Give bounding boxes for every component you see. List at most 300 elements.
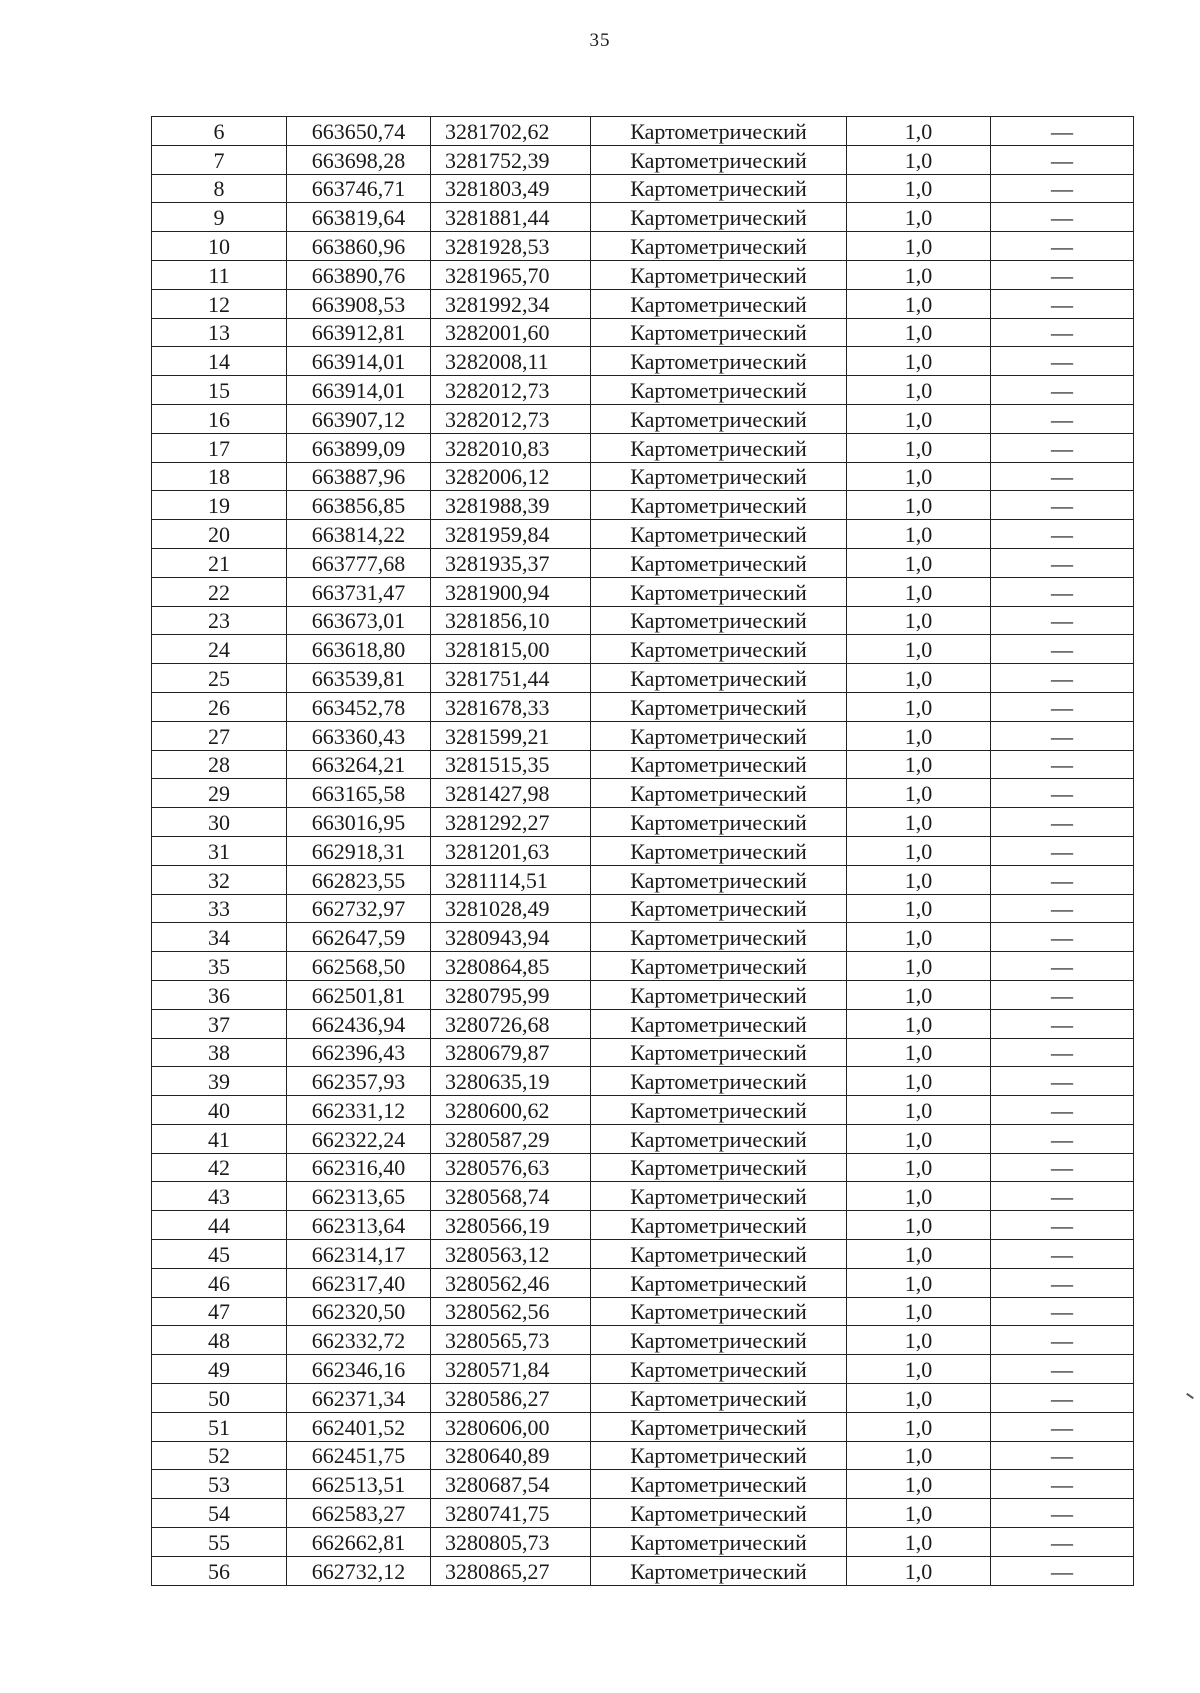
method-cell: Картометрический	[591, 1124, 847, 1153]
table-row	[152, 1297, 1134, 1326]
y-coordinate-cell: 3281678,33	[431, 692, 591, 721]
point-number-cell: 43	[152, 1182, 287, 1211]
accuracy-cell: 1,0	[847, 1182, 991, 1211]
accuracy-cell: 1,0	[847, 1470, 991, 1499]
x-coordinate-cell: 662314,17	[287, 1240, 431, 1269]
x-coordinate-cell: 663856,85	[287, 491, 431, 520]
point-number-cell: 18	[152, 462, 287, 491]
y-coordinate-cell: 3280635,19	[431, 1067, 591, 1096]
method-cell: Картометрический	[591, 289, 847, 318]
accuracy-cell: 1,0	[847, 1067, 991, 1096]
accuracy-cell: 1,0	[847, 692, 991, 721]
table-row	[152, 318, 1134, 347]
note-cell: —	[991, 635, 1134, 664]
note-cell: —	[991, 779, 1134, 808]
note-cell: —	[991, 232, 1134, 261]
accuracy-cell: 1,0	[847, 635, 991, 664]
point-number-cell: 52	[152, 1441, 287, 1470]
note-cell: —	[991, 1556, 1134, 1585]
y-coordinate-cell: 3280587,29	[431, 1124, 591, 1153]
x-coordinate-cell: 662823,55	[287, 865, 431, 894]
method-cell: Картометрический	[591, 1240, 847, 1269]
table-row	[152, 117, 1134, 146]
point-number-cell: 17	[152, 433, 287, 462]
accuracy-cell: 1,0	[847, 1211, 991, 1240]
x-coordinate-cell: 662501,81	[287, 980, 431, 1009]
table-row	[152, 1355, 1134, 1384]
table-row	[152, 548, 1134, 577]
method-cell: Картометрический	[591, 548, 847, 577]
method-cell: Картометрический	[591, 376, 847, 405]
table-row	[152, 289, 1134, 318]
point-number-cell: 31	[152, 836, 287, 865]
y-coordinate-cell: 3280864,85	[431, 952, 591, 981]
table-row	[152, 491, 1134, 520]
x-coordinate-cell: 662732,97	[287, 894, 431, 923]
table-row	[152, 664, 1134, 693]
point-number-cell: 33	[152, 894, 287, 923]
point-number-cell: 56	[152, 1556, 287, 1585]
accuracy-cell: 1,0	[847, 318, 991, 347]
x-coordinate-cell: 663016,95	[287, 808, 431, 837]
point-number-cell: 15	[152, 376, 287, 405]
table-row	[152, 1556, 1134, 1585]
y-coordinate-cell: 3281965,70	[431, 260, 591, 289]
accuracy-cell: 1,0	[847, 1297, 991, 1326]
table-row	[152, 1528, 1134, 1557]
y-coordinate-cell: 3280586,27	[431, 1384, 591, 1413]
method-cell: Картометрический	[591, 1384, 847, 1413]
note-cell: —	[991, 404, 1134, 433]
x-coordinate-cell: 663618,80	[287, 635, 431, 664]
x-coordinate-cell: 662320,50	[287, 1297, 431, 1326]
method-cell: Картометрический	[591, 1067, 847, 1096]
table-row	[152, 692, 1134, 721]
y-coordinate-cell: 3280726,68	[431, 1009, 591, 1038]
table-row	[152, 376, 1134, 405]
y-coordinate-cell: 3281028,49	[431, 894, 591, 923]
accuracy-cell: 1,0	[847, 980, 991, 1009]
note-cell: —	[991, 376, 1134, 405]
y-coordinate-cell: 3280565,73	[431, 1326, 591, 1355]
accuracy-cell: 1,0	[847, 1153, 991, 1182]
accuracy-cell: 1,0	[847, 664, 991, 693]
table-row	[152, 980, 1134, 1009]
note-cell: —	[991, 520, 1134, 549]
accuracy-cell: 1,0	[847, 1009, 991, 1038]
method-cell: Картометрический	[591, 664, 847, 693]
accuracy-cell: 1,0	[847, 894, 991, 923]
accuracy-cell: 1,0	[847, 923, 991, 952]
y-coordinate-cell: 3282006,12	[431, 462, 591, 491]
y-coordinate-cell: 3280568,74	[431, 1182, 591, 1211]
point-number-cell: 23	[152, 606, 287, 635]
point-number-cell: 44	[152, 1211, 287, 1240]
y-coordinate-cell: 3281752,39	[431, 145, 591, 174]
x-coordinate-cell: 663860,96	[287, 232, 431, 261]
point-number-cell: 13	[152, 318, 287, 347]
method-cell: Картометрический	[591, 1528, 847, 1557]
point-number-cell: 42	[152, 1153, 287, 1182]
accuracy-cell: 1,0	[847, 548, 991, 577]
accuracy-cell: 1,0	[847, 347, 991, 376]
accuracy-cell: 1,0	[847, 404, 991, 433]
x-coordinate-cell: 663912,81	[287, 318, 431, 347]
accuracy-cell: 1,0	[847, 1124, 991, 1153]
note-cell: —	[991, 462, 1134, 491]
table-row	[152, 1211, 1134, 1240]
accuracy-cell: 1,0	[847, 1268, 991, 1297]
y-coordinate-cell: 3282010,83	[431, 433, 591, 462]
y-coordinate-cell: 3281856,10	[431, 606, 591, 635]
note-cell: —	[991, 808, 1134, 837]
accuracy-cell: 1,0	[847, 808, 991, 837]
point-number-cell: 6	[152, 117, 287, 146]
note-cell: —	[991, 289, 1134, 318]
y-coordinate-cell: 3280805,73	[431, 1528, 591, 1557]
x-coordinate-cell: 662918,31	[287, 836, 431, 865]
note-cell: —	[991, 1182, 1134, 1211]
note-cell: —	[991, 1067, 1134, 1096]
table-row	[152, 1268, 1134, 1297]
accuracy-cell: 1,0	[847, 952, 991, 981]
y-coordinate-cell: 3281815,00	[431, 635, 591, 664]
note-cell: —	[991, 836, 1134, 865]
point-number-cell: 54	[152, 1499, 287, 1528]
point-number-cell: 45	[152, 1240, 287, 1269]
point-number-cell: 25	[152, 664, 287, 693]
y-coordinate-cell: 3281881,44	[431, 203, 591, 232]
method-cell: Картометрический	[591, 1096, 847, 1125]
y-coordinate-cell: 3280606,00	[431, 1412, 591, 1441]
accuracy-cell: 1,0	[847, 145, 991, 174]
point-number-cell: 20	[152, 520, 287, 549]
accuracy-cell: 1,0	[847, 1326, 991, 1355]
note-cell: —	[991, 433, 1134, 462]
accuracy-cell: 1,0	[847, 260, 991, 289]
y-coordinate-cell: 3281292,27	[431, 808, 591, 837]
table-row	[152, 1096, 1134, 1125]
point-number-cell: 50	[152, 1384, 287, 1413]
table-row	[152, 894, 1134, 923]
table-row	[152, 865, 1134, 894]
x-coordinate-cell: 663890,76	[287, 260, 431, 289]
accuracy-cell: 1,0	[847, 1038, 991, 1067]
table-row	[152, 145, 1134, 174]
point-number-cell: 21	[152, 548, 287, 577]
method-cell: Картометрический	[591, 1211, 847, 1240]
note-cell: —	[991, 1412, 1134, 1441]
table-row	[152, 1412, 1134, 1441]
x-coordinate-cell: 663264,21	[287, 750, 431, 779]
note-cell: —	[991, 692, 1134, 721]
x-coordinate-cell: 663887,96	[287, 462, 431, 491]
page-number: 35	[589, 30, 611, 51]
x-coordinate-cell: 663731,47	[287, 577, 431, 606]
y-coordinate-cell: 3280943,94	[431, 923, 591, 952]
accuracy-cell: 1,0	[847, 491, 991, 520]
accuracy-cell: 1,0	[847, 1528, 991, 1557]
method-cell: Картометрический	[591, 145, 847, 174]
point-number-cell: 46	[152, 1268, 287, 1297]
x-coordinate-cell: 662313,65	[287, 1182, 431, 1211]
table-row	[152, 1470, 1134, 1499]
method-cell: Картометрический	[591, 203, 847, 232]
note-cell: —	[991, 606, 1134, 635]
table-row	[152, 836, 1134, 865]
method-cell: Картометрический	[591, 1038, 847, 1067]
method-cell: Картометрический	[591, 721, 847, 750]
x-coordinate-cell: 663819,64	[287, 203, 431, 232]
method-cell: Картометрический	[591, 520, 847, 549]
point-number-cell: 35	[152, 952, 287, 981]
x-coordinate-cell: 663673,01	[287, 606, 431, 635]
coordinates-table-body	[152, 117, 1134, 1586]
point-number-cell: 38	[152, 1038, 287, 1067]
y-coordinate-cell: 3281988,39	[431, 491, 591, 520]
point-number-cell: 49	[152, 1355, 287, 1384]
method-cell: Картометрический	[591, 1009, 847, 1038]
method-cell: Картометрический	[591, 1297, 847, 1326]
x-coordinate-cell: 662662,81	[287, 1528, 431, 1557]
point-number-cell: 34	[152, 923, 287, 952]
method-cell: Картометрический	[591, 865, 847, 894]
accuracy-cell: 1,0	[847, 1412, 991, 1441]
note-cell: —	[991, 1038, 1134, 1067]
point-number-cell: 16	[152, 404, 287, 433]
accuracy-cell: 1,0	[847, 232, 991, 261]
x-coordinate-cell: 663814,22	[287, 520, 431, 549]
note-cell: —	[991, 1009, 1134, 1038]
note-cell: —	[991, 952, 1134, 981]
y-coordinate-cell: 3281427,98	[431, 779, 591, 808]
table-row	[152, 174, 1134, 203]
method-cell: Картометрический	[591, 836, 847, 865]
x-coordinate-cell: 662357,93	[287, 1067, 431, 1096]
point-number-cell: 51	[152, 1412, 287, 1441]
table-row	[152, 1153, 1134, 1182]
table-row	[152, 952, 1134, 981]
method-cell: Картометрический	[591, 462, 847, 491]
table-row	[152, 1124, 1134, 1153]
note-cell: —	[991, 174, 1134, 203]
x-coordinate-cell: 663777,68	[287, 548, 431, 577]
note-cell: —	[991, 260, 1134, 289]
y-coordinate-cell: 3280562,46	[431, 1268, 591, 1297]
point-number-cell: 26	[152, 692, 287, 721]
note-cell: —	[991, 721, 1134, 750]
method-cell: Картометрический	[591, 347, 847, 376]
method-cell: Картометрический	[591, 980, 847, 1009]
accuracy-cell: 1,0	[847, 1384, 991, 1413]
accuracy-cell: 1,0	[847, 1556, 991, 1585]
y-coordinate-cell: 3281751,44	[431, 664, 591, 693]
x-coordinate-cell: 663698,28	[287, 145, 431, 174]
method-cell: Картометрический	[591, 808, 847, 837]
table-row	[152, 577, 1134, 606]
method-cell: Картометрический	[591, 1470, 847, 1499]
point-number-cell: 55	[152, 1528, 287, 1557]
note-cell: —	[991, 1124, 1134, 1153]
point-number-cell: 10	[152, 232, 287, 261]
table-row	[152, 260, 1134, 289]
y-coordinate-cell: 3280562,56	[431, 1297, 591, 1326]
y-coordinate-cell: 3281702,62	[431, 117, 591, 146]
x-coordinate-cell: 662583,27	[287, 1499, 431, 1528]
y-coordinate-cell: 3281599,21	[431, 721, 591, 750]
point-number-cell: 22	[152, 577, 287, 606]
accuracy-cell: 1,0	[847, 779, 991, 808]
accuracy-cell: 1,0	[847, 289, 991, 318]
point-number-cell: 32	[152, 865, 287, 894]
method-cell: Картометрический	[591, 692, 847, 721]
note-cell: —	[991, 347, 1134, 376]
table-row	[152, 1009, 1134, 1038]
y-coordinate-cell: 3281928,53	[431, 232, 591, 261]
accuracy-cell: 1,0	[847, 1355, 991, 1384]
method-cell: Картометрический	[591, 117, 847, 146]
note-cell: —	[991, 894, 1134, 923]
accuracy-cell: 1,0	[847, 1096, 991, 1125]
table-row	[152, 1441, 1134, 1470]
point-number-cell: 19	[152, 491, 287, 520]
x-coordinate-cell: 662396,43	[287, 1038, 431, 1067]
accuracy-cell: 1,0	[847, 433, 991, 462]
point-number-cell: 39	[152, 1067, 287, 1096]
y-coordinate-cell: 3280687,54	[431, 1470, 591, 1499]
x-coordinate-cell: 662371,34	[287, 1384, 431, 1413]
x-coordinate-cell: 663650,74	[287, 117, 431, 146]
note-cell: —	[991, 1240, 1134, 1269]
table-row	[152, 520, 1134, 549]
table-row	[152, 404, 1134, 433]
table-row	[152, 1240, 1134, 1269]
method-cell: Картометрический	[591, 318, 847, 347]
table-row	[152, 203, 1134, 232]
point-number-cell: 29	[152, 779, 287, 808]
method-cell: Картометрический	[591, 232, 847, 261]
table-row	[152, 750, 1134, 779]
x-coordinate-cell: 662316,40	[287, 1153, 431, 1182]
y-coordinate-cell: 3280679,87	[431, 1038, 591, 1067]
note-cell: —	[991, 1326, 1134, 1355]
table-row	[152, 433, 1134, 462]
table-row	[152, 347, 1134, 376]
table-row	[152, 606, 1134, 635]
point-number-cell: 40	[152, 1096, 287, 1125]
x-coordinate-cell: 662401,52	[287, 1412, 431, 1441]
x-coordinate-cell: 663914,01	[287, 347, 431, 376]
method-cell: Картометрический	[591, 952, 847, 981]
point-number-cell: 7	[152, 145, 287, 174]
note-cell: —	[991, 664, 1134, 693]
point-number-cell: 53	[152, 1470, 287, 1499]
accuracy-cell: 1,0	[847, 520, 991, 549]
method-cell: Картометрический	[591, 1182, 847, 1211]
x-coordinate-cell: 662513,51	[287, 1470, 431, 1499]
point-number-cell: 41	[152, 1124, 287, 1153]
y-coordinate-cell: 3281900,94	[431, 577, 591, 606]
y-coordinate-cell: 3280741,75	[431, 1499, 591, 1528]
note-cell: —	[991, 1441, 1134, 1470]
accuracy-cell: 1,0	[847, 606, 991, 635]
x-coordinate-cell: 662647,59	[287, 923, 431, 952]
y-coordinate-cell: 3282012,73	[431, 376, 591, 405]
point-number-cell: 14	[152, 347, 287, 376]
point-number-cell: 30	[152, 808, 287, 837]
x-coordinate-cell: 663746,71	[287, 174, 431, 203]
method-cell: Картометрический	[591, 779, 847, 808]
point-number-cell: 9	[152, 203, 287, 232]
table-row	[152, 1326, 1134, 1355]
note-cell: —	[991, 980, 1134, 1009]
x-coordinate-cell: 663452,78	[287, 692, 431, 721]
y-coordinate-cell: 3280571,84	[431, 1355, 591, 1384]
coordinates-table	[151, 116, 1134, 1586]
y-coordinate-cell: 3280865,27	[431, 1556, 591, 1585]
table-row	[152, 635, 1134, 664]
point-number-cell: 8	[152, 174, 287, 203]
x-coordinate-cell: 663907,12	[287, 404, 431, 433]
note-cell: —	[991, 923, 1134, 952]
y-coordinate-cell: 3281803,49	[431, 174, 591, 203]
accuracy-cell: 1,0	[847, 1441, 991, 1470]
method-cell: Картометрический	[591, 260, 847, 289]
note-cell: —	[991, 1470, 1134, 1499]
note-cell: —	[991, 577, 1134, 606]
note-cell: —	[991, 1297, 1134, 1326]
y-coordinate-cell: 3281201,63	[431, 836, 591, 865]
method-cell: Картометрический	[591, 1556, 847, 1585]
point-number-cell: 12	[152, 289, 287, 318]
y-coordinate-cell: 3280566,19	[431, 1211, 591, 1240]
note-cell: —	[991, 1384, 1134, 1413]
point-number-cell: 37	[152, 1009, 287, 1038]
method-cell: Картометрический	[591, 1326, 847, 1355]
x-coordinate-cell: 662732,12	[287, 1556, 431, 1585]
method-cell: Картометрический	[591, 1499, 847, 1528]
table-row	[152, 779, 1134, 808]
x-coordinate-cell: 662451,75	[287, 1441, 431, 1470]
y-coordinate-cell: 3282012,73	[431, 404, 591, 433]
table-row	[152, 1038, 1134, 1067]
y-coordinate-cell: 3280640,89	[431, 1441, 591, 1470]
method-cell: Картометрический	[591, 1412, 847, 1441]
x-coordinate-cell: 663914,01	[287, 376, 431, 405]
table-row	[152, 923, 1134, 952]
y-coordinate-cell: 3281959,84	[431, 520, 591, 549]
table-row	[152, 462, 1134, 491]
x-coordinate-cell: 662346,16	[287, 1355, 431, 1384]
x-coordinate-cell: 663539,81	[287, 664, 431, 693]
method-cell: Картометрический	[591, 174, 847, 203]
scan-mark	[1186, 1393, 1194, 1399]
table-row	[152, 232, 1134, 261]
note-cell: —	[991, 491, 1134, 520]
table-row	[152, 1067, 1134, 1096]
y-coordinate-cell: 3280563,12	[431, 1240, 591, 1269]
note-cell: —	[991, 1268, 1134, 1297]
y-coordinate-cell: 3280795,99	[431, 980, 591, 1009]
accuracy-cell: 1,0	[847, 836, 991, 865]
method-cell: Картометрический	[591, 635, 847, 664]
note-cell: —	[991, 1528, 1134, 1557]
table-row	[152, 1499, 1134, 1528]
x-coordinate-cell: 663165,58	[287, 779, 431, 808]
accuracy-cell: 1,0	[847, 462, 991, 491]
method-cell: Картометрический	[591, 404, 847, 433]
note-cell: —	[991, 117, 1134, 146]
